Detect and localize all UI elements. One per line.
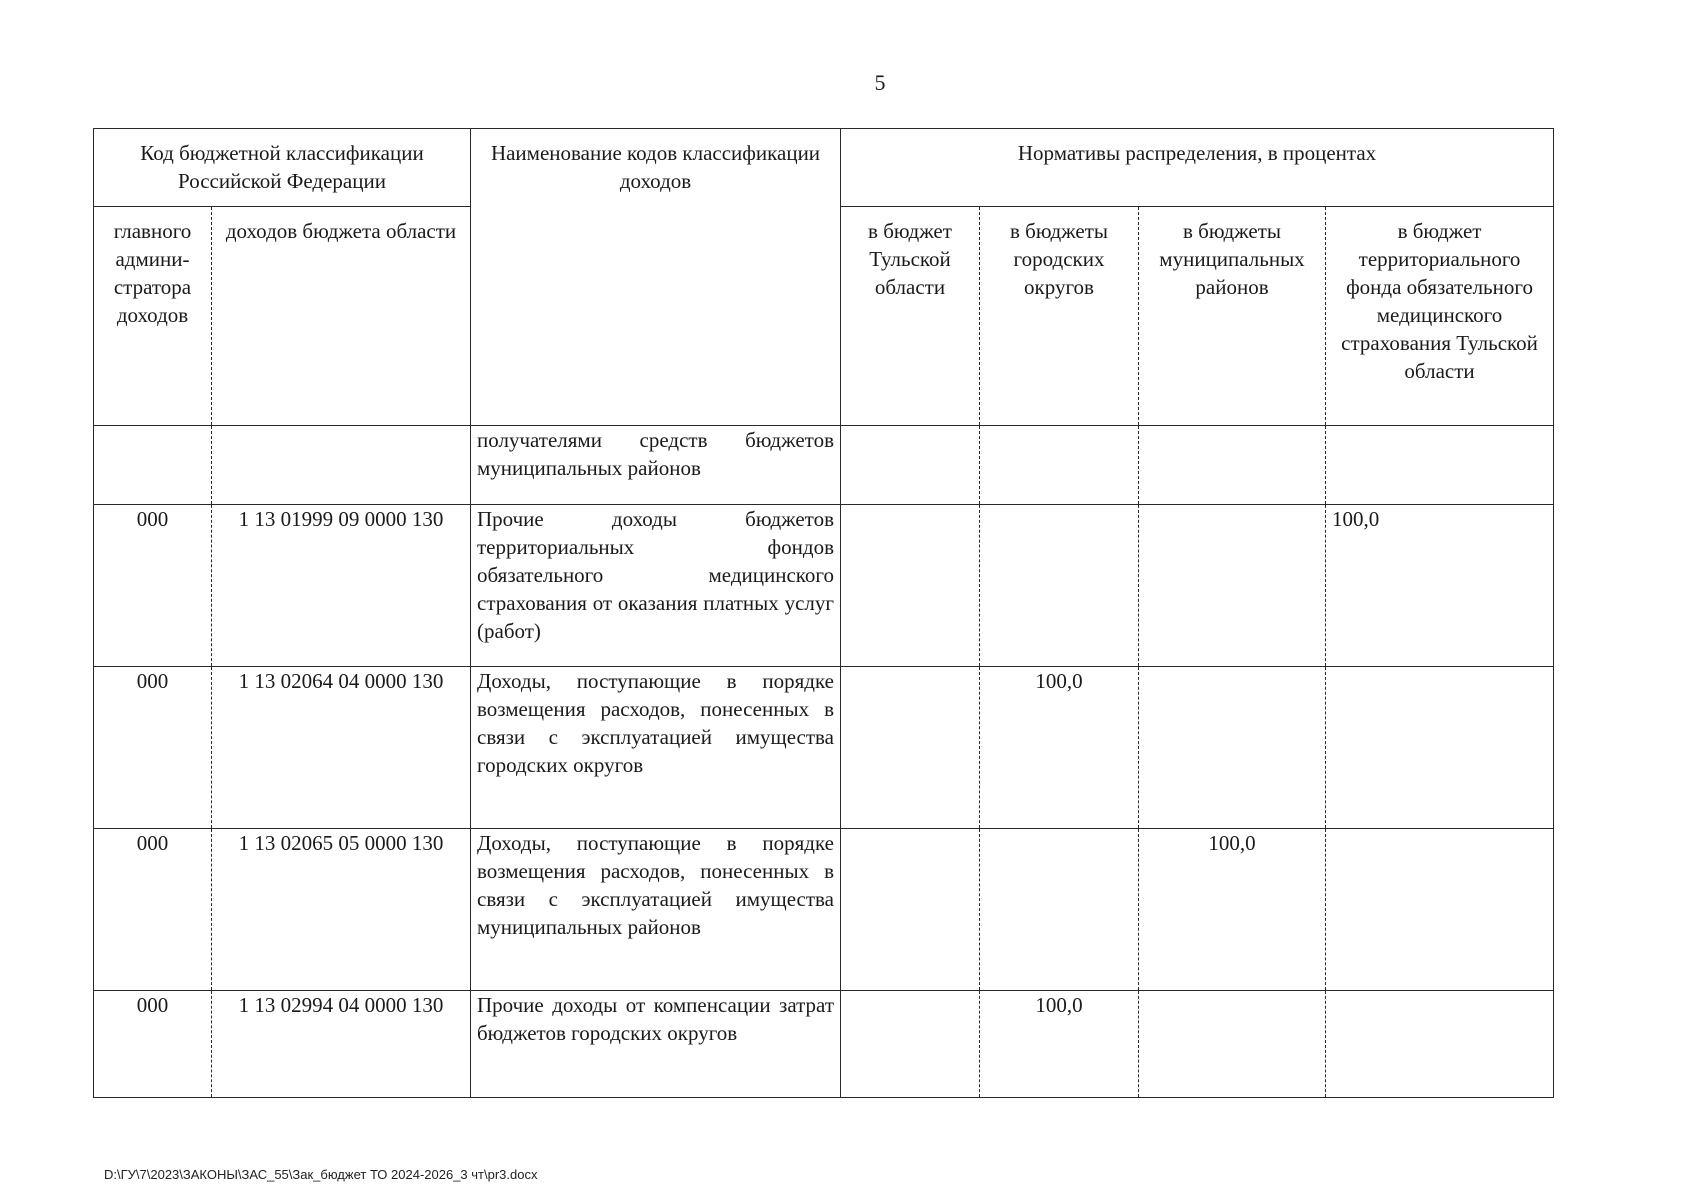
- municipal-value-cell: [1139, 991, 1326, 1098]
- region-value-cell: [841, 667, 980, 829]
- city-value-cell: [980, 426, 1139, 505]
- name-column-header: Наименование кодов классификации доходов: [471, 129, 841, 426]
- municipal-value-cell: [1139, 426, 1326, 505]
- region-value-cell: [841, 991, 980, 1098]
- table-row: [94, 829, 1554, 991]
- table-row: [94, 426, 1554, 505]
- fund-value-cell: [1326, 667, 1554, 829]
- table-row: [94, 505, 1554, 667]
- admin-column-header: главного админи-стратора доходов: [94, 207, 212, 426]
- header-row-1: [94, 129, 1554, 207]
- admin-code-cell: [94, 426, 212, 505]
- municipal-value-cell: [1139, 505, 1326, 667]
- income-name-cell: Прочие доходы от компенсации затрат бюджетов городских округов: [471, 991, 841, 1098]
- city-column-header: в бюджеты городских округов: [980, 207, 1139, 426]
- fund-value-cell: 100,0: [1326, 505, 1554, 667]
- admin-code-cell: 000: [94, 505, 212, 667]
- municipal-value-cell: [1139, 667, 1326, 829]
- fund-value-cell: [1326, 991, 1554, 1098]
- region-value-cell: [841, 426, 980, 505]
- page-number: 5: [874, 70, 886, 95]
- income-name-cell: Доходы, поступающие в порядке возмещения расходов, понесенных в связи с эксплуатацией имущества городских округов: [471, 667, 841, 829]
- income-name-cell: Доходы, поступающие в порядке возмещения расходов, понесенных в связи с эксплуатацией имущества муниципальных районов: [471, 829, 841, 991]
- municipal-value-cell: 100,0: [1139, 829, 1326, 991]
- budget-code-cell: 1 13 02994 04 0000 130: [212, 991, 471, 1098]
- budget-distribution-table: [93, 128, 1554, 1098]
- region-column-header: в бюджет Тульской области: [841, 207, 980, 426]
- table-row: [94, 667, 1554, 829]
- budget-code-cell: 1 13 02064 04 0000 130: [212, 667, 471, 829]
- income-name-cell: получателями средств бюджетов муниципальных районов: [471, 426, 841, 505]
- fund-value-cell: [1326, 426, 1554, 505]
- fund-column-header: в бюджет территориального фонда обязательного медицинского страхования Тульской области: [1326, 207, 1554, 426]
- income-name-cell: Прочие доходы бюджетов территориальных фондов обязательного медицинского страхования от оказания платных услуг (работ): [471, 505, 841, 667]
- budget-code-cell: [212, 426, 471, 505]
- city-value-cell: [980, 829, 1139, 991]
- city-value-cell: 100,0: [980, 991, 1139, 1098]
- code-group-header: Код бюджетной классификации Российской Федерации: [94, 129, 471, 207]
- table-row: [94, 991, 1554, 1098]
- admin-code-cell: 000: [94, 991, 212, 1098]
- municipal-column-header: в бюджеты муниципальных районов: [1139, 207, 1326, 426]
- city-value-cell: [980, 505, 1139, 667]
- income-column-header: доходов бюджета области: [212, 207, 471, 426]
- city-value-cell: 100,0: [980, 667, 1139, 829]
- file-path-footer: D:\ГУ\7\2023\ЗАКОНЫ\ЗАС_55\Зак_бюджет ТО 2024-2026_3 чт\pr3.docx: [104, 1167, 538, 1182]
- region-value-cell: [841, 829, 980, 991]
- admin-code-cell: 000: [94, 667, 212, 829]
- norms-group-header: Нормативы распределения, в процентах: [841, 129, 1554, 207]
- fund-value-cell: [1326, 829, 1554, 991]
- budget-code-cell: 1 13 01999 09 0000 130: [212, 505, 471, 667]
- admin-code-cell: 000: [94, 829, 212, 991]
- budget-code-cell: 1 13 02065 05 0000 130: [212, 829, 471, 991]
- region-value-cell: [841, 505, 980, 667]
